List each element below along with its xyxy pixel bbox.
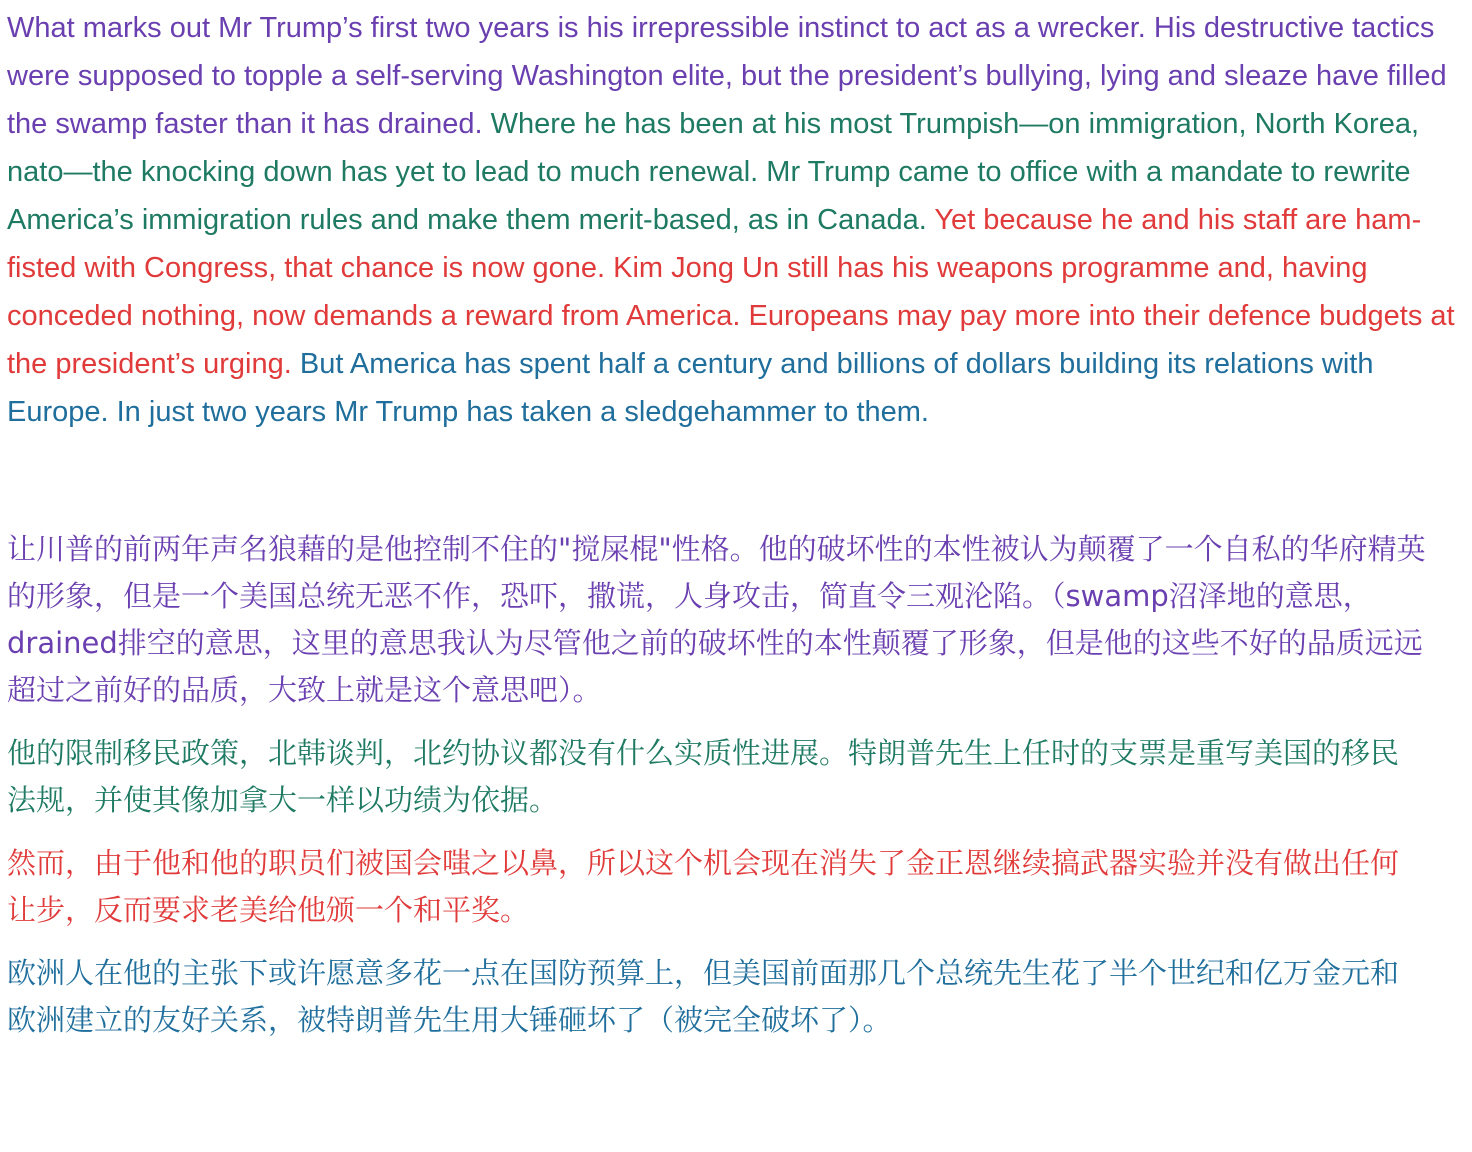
chinese-translation	[7, 526, 1457, 1044]
english-segment-immigration: Where he has been at his most Trumpish—on immigration, North Korea, nato—the knocking down has yet to lead to much renewal. Mr Trump came to office with a mandate to rewrite America’s immigration rules and make them merit-based, as in Canada.	[7, 108, 1420, 236]
chinese-paragraph-congress: 然而，由于他和他的职员们被国会嗤之以鼻，所以这个机会现在消失了金正恩继续搞武器实验并没有做出任何让步，反而要求老美给他颁一个和平奖。	[7, 846, 1400, 927]
english-segment-europe: But America has spent half a century and billions of dollars building its relations with Europe. In just two years Mr Trump has taken a sledgehammer to them.	[7, 348, 1374, 428]
english-paragraph	[7, 4, 1457, 436]
chinese-paragraph-immigration: 他的限制移民政策，北韩谈判，北约协议都没有什么实质性进展。特朗普先生上任时的支票是重写美国的移民法规，并使其像加拿大一样以功绩为依据。	[7, 736, 1400, 817]
english-segment-wrecker: What marks out Mr Trump’s first two years is his irrepressible instinct to act as a wrecker. His destructive tactics were supposed to topple a self-serving Washington elite, but the president’s bullying, lying and sleaze have filled the swamp faster than it has drained.	[7, 12, 1447, 140]
document-body	[7, 4, 1457, 1060]
chinese-paragraph-europe: 欧洲人在他的主张下或许愿意多花一点在国防预算上，但美国前面那几个总统先生花了半个世纪和亿万金元和欧洲建立的友好关系，被特朗普先生用大锤砸坏了（被完全破坏了）。	[7, 956, 1400, 1037]
english-segment-congress: Yet because he and his staff are ham-fisted with Congress, that chance is now gone. Kim Jong Un still has his weapons programme and, having conceded nothing, now demands a reward from America. Europeans may pay more into their defence budgets at the president’s urging.	[7, 204, 1455, 380]
chinese-paragraph-wrecker: 让川普的前两年声名狼藉的是他控制不住的"搅屎棍"性格。他的破坏性的本性被认为颠覆了一个自私的华府精英的形象，但是一个美国总统无恶不作，恐吓，撒谎，人身攻击，简直令三观沦陷。（swamp沼泽地的意思，drained排空的意思，这里的意思我认为尽管他之前的破坏性的本性颠覆了形象，但是他的这些不好的品质远远超过之前好的品质，大致上就是这个意思吧）。	[7, 532, 1426, 707]
